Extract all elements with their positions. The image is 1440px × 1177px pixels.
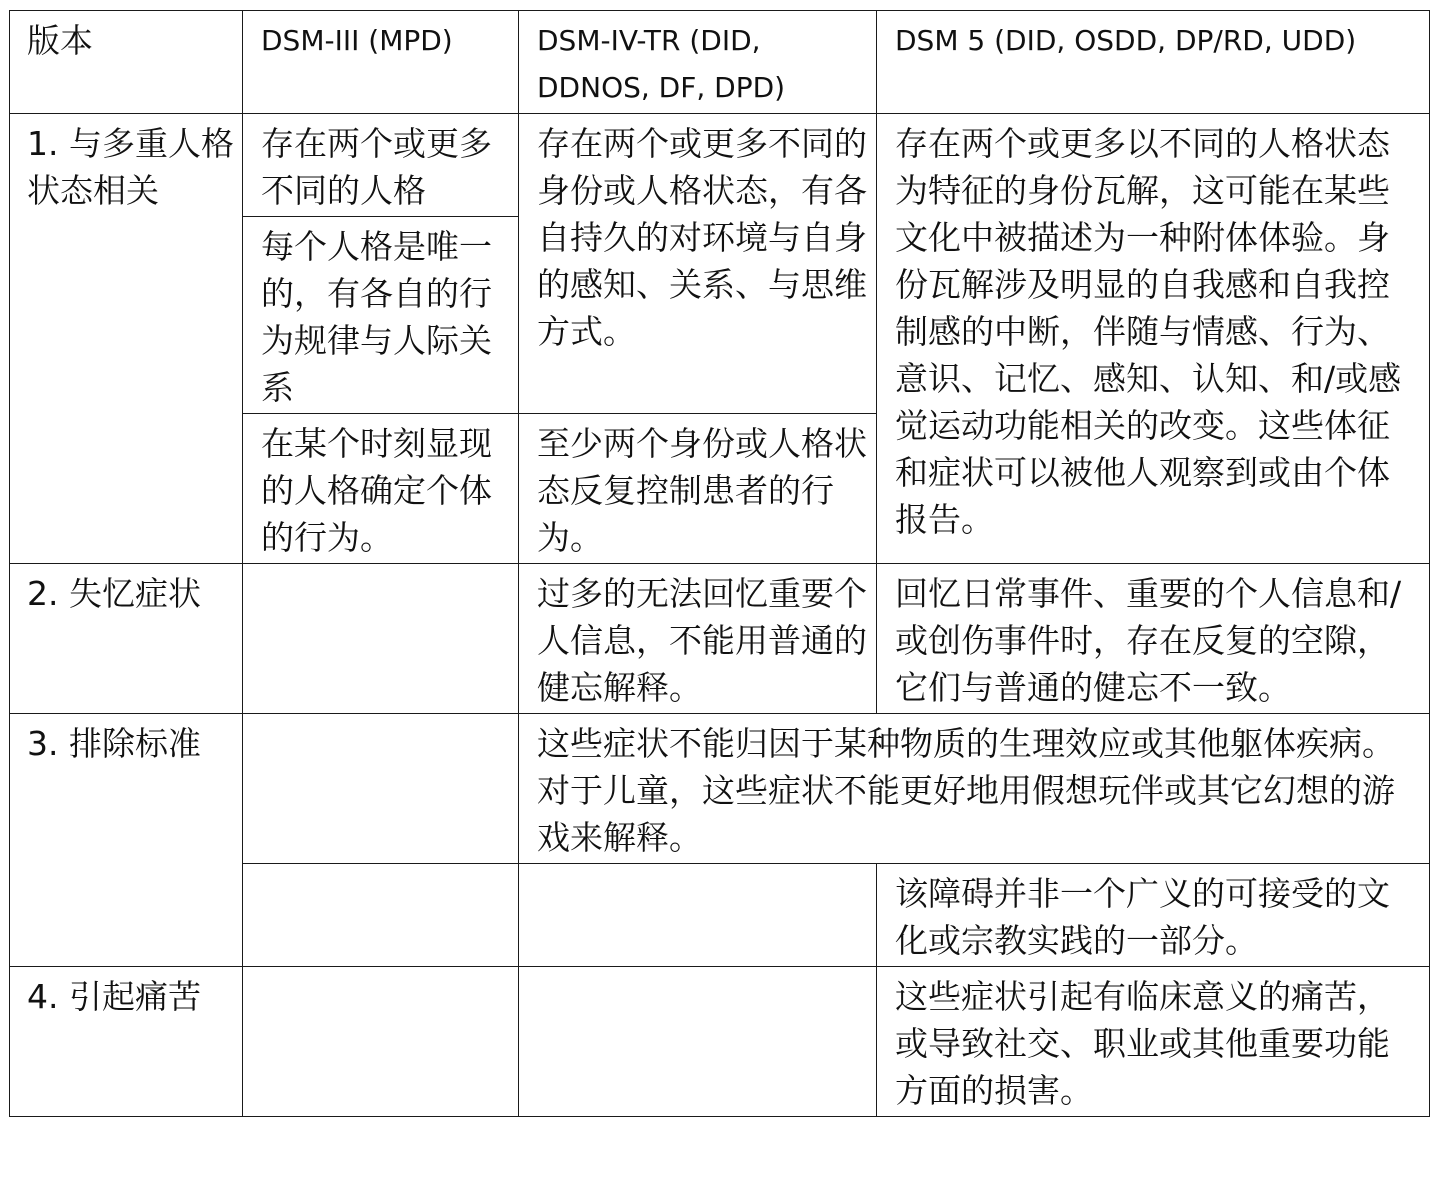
header-dsm3-cell: DSM-III (MPD) — [243, 11, 519, 114]
header-version-cell: 版本 — [10, 11, 243, 114]
row4-dsm5-cell: 这些症状引起有临床意义的痛苦，或导致社交、职业或其他重要功能方面的损害。 — [877, 967, 1430, 1117]
row2 — [10, 564, 1430, 714]
row2-dsm5-cell: 回忆日常事件、重要的个人信息和/或创伤事件时，存在反复的空隙，它们与普通的健忘不一致。 — [877, 564, 1430, 714]
header-row — [10, 11, 1430, 114]
row1-dsm4-identity-cell: 存在两个或更多不同的身份或人格状态，有各自持久的对环境与自身的感知、关系、与思维方式。 — [519, 114, 877, 414]
row3-dsm5-extra-cell: 该障碍并非一个广义的可接受的文化或宗教实践的一部分。 — [877, 864, 1430, 967]
row1-dsm5-cell: 存在两个或更多以不同的人格状态为特征的身份瓦解，这可能在某些文化中被描述为一种附体体验。身份瓦解涉及明显的自我感和自我控制感的中断，伴随与情感、行为、意识、记忆、感知、认知、和/或感觉运动功能相关的改变。这些体征和症状可以被他人观察到或由个体报告。 — [877, 114, 1430, 564]
row1-dsm3-unique-cell: 每个人格是唯一的，有各自的行为规律与人际关系 — [243, 217, 519, 414]
row2-dsm4-cell: 过多的无法回忆重要个人信息，不能用普通的健忘解释。 — [519, 564, 877, 714]
row3-shared-cell: 这些症状不能归因于某种物质的生理效应或其他躯体疾病。对于儿童，这些症状不能更好地用假想玩伴或其它幻想的游戏来解释。 — [519, 714, 1430, 864]
row4-label-cell: 4. 引起痛苦 — [10, 967, 243, 1117]
row3-sub-a — [10, 714, 1430, 864]
row2-dsm3-cell — [243, 564, 519, 714]
row1-dsm3-distinct-cell: 存在两个或更多不同的人格 — [243, 114, 519, 217]
row1-dsm3-behavior-cell: 在某个时刻显现的人格确定个体的行为。 — [243, 414, 519, 564]
row1-dsm4-control-cell: 至少两个身份或人格状态反复控制患者的行为。 — [519, 414, 877, 564]
row1-label-cell: 1. 与多重人格状态相关 — [10, 114, 243, 564]
header-dsm4-cell: DSM-IV-TR (DID, DDNOS, DF, DPD) — [519, 11, 877, 114]
row3-dsm4-cell-b — [519, 864, 877, 967]
row4-dsm3-cell — [243, 967, 519, 1117]
row2-label-cell: 2. 失忆症状 — [10, 564, 243, 714]
dsm-criteria-table — [9, 10, 1430, 1117]
row3-label-cell: 3. 排除标准 — [10, 714, 243, 967]
row4 — [10, 967, 1430, 1117]
row3-dsm3-cell-a — [243, 714, 519, 864]
row3-dsm3-cell-b — [243, 864, 519, 967]
row4-dsm4-cell — [519, 967, 877, 1117]
row1-sub-a — [10, 114, 1430, 217]
header-dsm5-cell: DSM 5 (DID, OSDD, DP/RD, UDD) — [877, 11, 1430, 114]
